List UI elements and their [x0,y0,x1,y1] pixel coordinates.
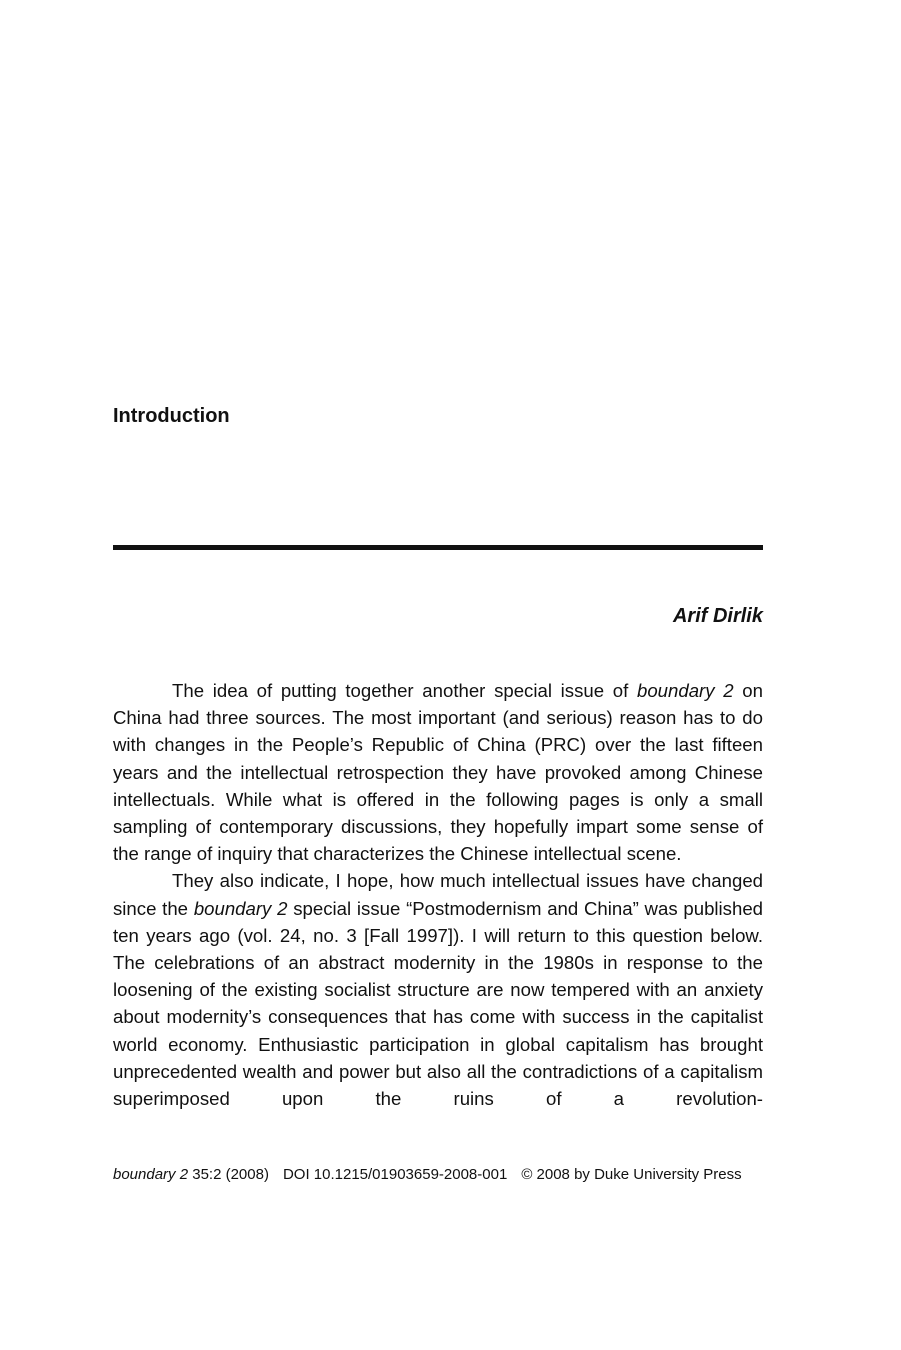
author-name: Arif Dirlik [672,605,763,627]
title-rule [113,545,763,550]
footer-copyright: © 2008 by Duke University Press [521,1166,742,1183]
citation-footer [113,1165,742,1185]
paragraph-2 [113,867,763,1112]
footer-doi: DOI 10.1215/01903659-2008-001 [282,1166,508,1183]
journal-name: boundary 2 [193,897,288,919]
paragraph-1-rest: on China had three sources. The most important (and serious) reason has to do with changes in the People’s Republic of China (PRC) over the last fifteen years and the intellectual retrospection they have provoked among Chinese intellectuals. While what is offered in the following pages is only a small sampling of contemporary discussions, they hopefully impart some sense of the range of inquiry that characterizes the Chinese intellectual scene. [113,680,763,865]
paragraph-2-rest: special issue “Postmodernism and China” was published ten years ago (vol. 24, no. 3 [Fall 1997]). I will return to this question below. The celebrations of an abstract modernity in the 1980s in response to the loosening of the existing socialist structure are now tempered with an anxiety about modernity’s consequences that has come with success in the capitalist world economy. Enthusiastic participation in global capitalism has brought unprecedented wealth and power but also all the contradictions of a capitalism superimposed upon the ruins of a revolution- [113,897,763,1110]
paragraph-1 [113,677,763,867]
footer-volume: 35:2 (2008) [188,1166,269,1183]
article-body [113,677,763,1112]
paragraph-1-lead: The idea of putting together another special issue of [172,680,637,701]
article-title: Introduction [113,405,230,427]
footer-journal: boundary 2 [113,1166,189,1183]
journal-name: boundary 2 [637,680,734,701]
paragraph-2-lead: They also indicate, I hope, how much intellectual issues have changed since the [113,870,763,919]
